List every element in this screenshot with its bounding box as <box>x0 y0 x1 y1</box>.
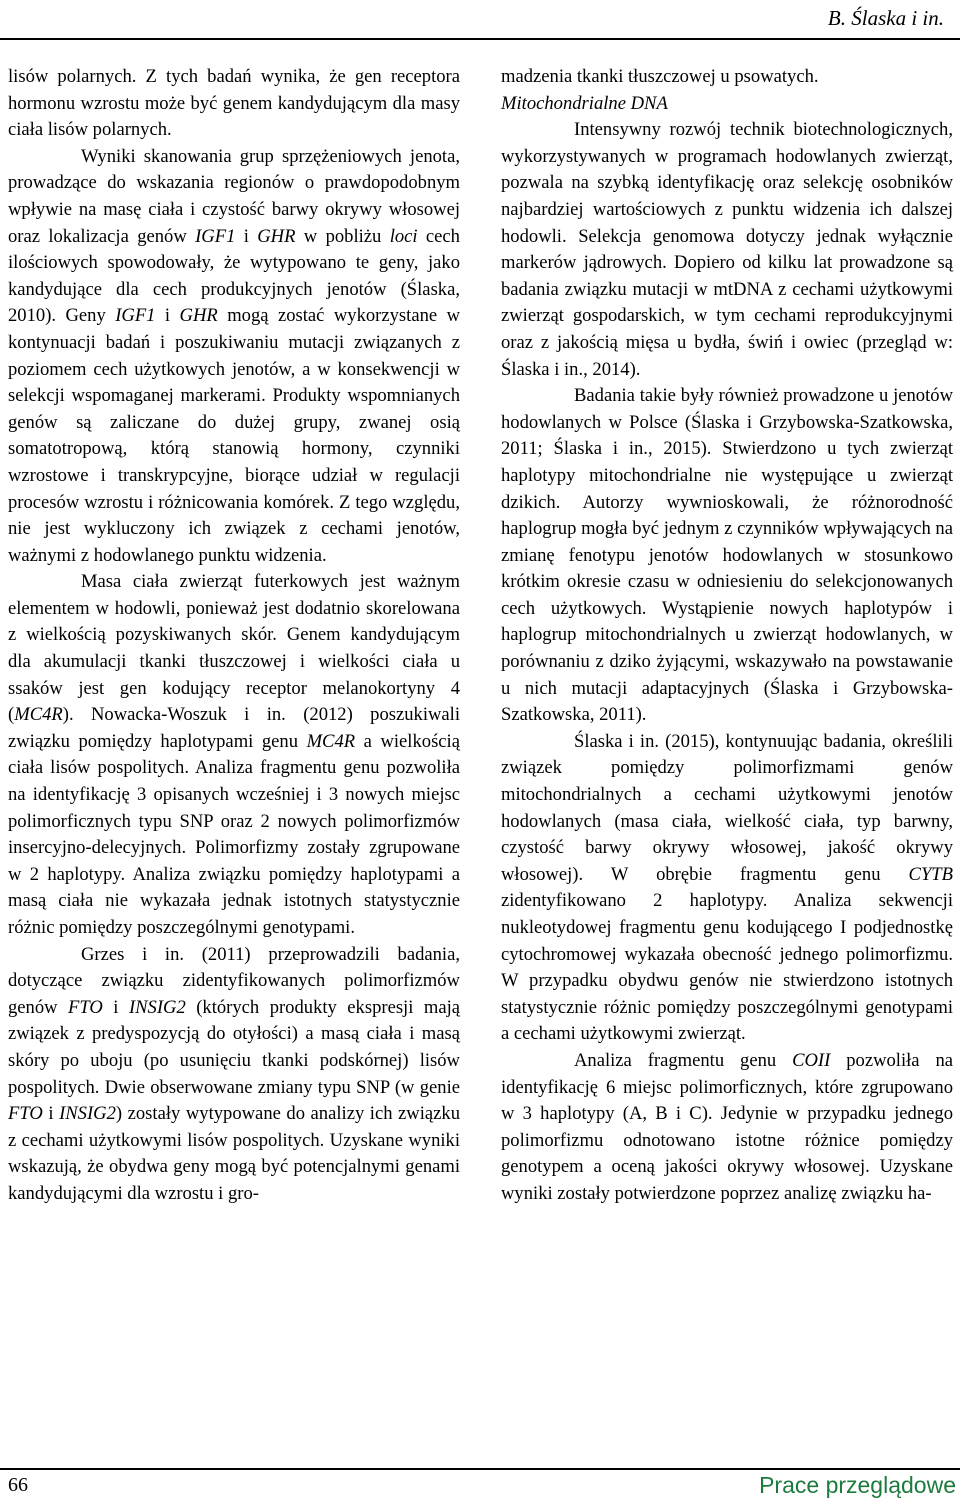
running-header <box>0 0 960 44</box>
footer-rule <box>0 1468 960 1470</box>
running-header-authors: B. Ślaska i in. <box>827 6 944 30</box>
paragraph: Analiza fragmentu genu COII pozwoliła na identyfikację 6 miejsc polimorficznych, które zgrupowano w 3 haplotypy (A, B i C). Jedynie w przypadku jednego polimorfizmu odnotowano istotne różnice pomiędzy genotypem a oceną jakości okrywy włosowej. Uzyskane wyniki zostały potwierdzone poprzez analizę związku ha- <box>501 1049 953 1204</box>
left-column <box>8 64 460 1208</box>
paragraph: Intensywny rozwój technik biotechnologicznych, wykorzystywanych w programach hodowlanych zwierząt, pozwala na szybką identyfikację oraz selekcję osobników najbardziej wartościowych z punktu widzenia ich dalszej hodowli. Selekcja genomowa dotyczy jednak wyłącznie markerów jądrowych. Dopiero od kilku lat prowadzone są badania związku mutacji w mtDNA z cechami użytkowymi zwierząt gospodarskich, w tym cechami reprodukcyjnymi oraz z jakością mięsa u bydła, świń i owiec (przegląd w: Ślaska i in., 2014). <box>501 119 953 380</box>
paragraph: lisów polarnych. Z tych badań wynika, że gen receptora hormonu wzrostu może być genem kandydującym dla masy ciała lisów polarnych. <box>8 66 460 141</box>
page-number: 66 <box>8 1474 28 1496</box>
section-label: Prace przeglądowe <box>759 1472 956 1498</box>
header-rule <box>0 38 960 40</box>
paragraph: Badania takie były również prowadzone u jenotów hodowlanych w Polsce (Ślaska i Grzybowska-Szatkowska, 2011; Ślaska i in., 2015). Stwierdzono u tych zwierząt haplotypy mitochondrialne nie występujące u zwierząt dzikich. Autorzy wywnioskowali, że różnorodność haplogrup mogła być jednym z czynników wpływających na zmianę fenotypu jenotów hodowlanych w stosunkowo krótkim okresie czasu w odniesieniu do selekcjonowanych cech użytkowych. Wystąpienie nowych haplotypów i haplogrup mitochondrialnych u zwierząt hodowlanych, w porównaniu z dziko żyjącymi, wskazywało na powstawanie u nich mutacji adaptacyjnych (Ślaska i Grzybowska-Szatkowska, 2011). <box>501 385 953 726</box>
section-heading: Mitochondrialne DNA <box>501 92 668 114</box>
paragraph: Masa ciała zwierząt futerkowych jest ważnym elementem w hodowli, ponieważ jest dodatnio skorelowana z wielkością pozyskiwanych skór. Genem kandydującym dla akumulacji tkanki tłuszczowej i wielkości ciała u ssaków jest gen kodujący receptor melanokortyny 4 (MC4R). Nowacka-Woszuk i in. (2012) poszukiwali związku pomiędzy haplotypami genu MC4R a wielkością ciała lisów pospolitych. Analiza fragmentu genu pozwoliła na identyfikację 3 opisanych wcześniej i 3 nowych miejsc polimorficznych typu SNP oraz 2 nowych polimorfizmów insercyjno-delecyjnych. Polimorfizmy zostały zgrupowane w 2 haplotypy. Analiza związku pomiędzy haplotypami a masą ciała nie wykazała jednak istotnych statystycznie różnic pomiędzy poszczególnymi genotypami. <box>8 571 460 938</box>
paragraph: Grzes i in. (2011) przeprowadzili badania, dotyczące związku zidentyfikowanych polimorfizmów genów FTO i INSIG2 (których produkty ekspresji mają związek z predyspozycją do otyłości) a masą ciała i masą skóry po uboju (po usunięciu tkanki podskórnej) lisów pospolitych. Dwie obserwowane zmiany typu SNP (w genie FTO i INSIG2) zostały wytypowane do analizy ich związku z cechami użytkowymi lisów pospolitych. Uzyskane wyniki wskazują, że obydwa geny mogą być potencjalnymi genami kandydującymi dla wzrostu i gro- <box>8 943 461 1204</box>
paragraph: madzenia tkanki tłuszczowej u psowatych. <box>501 66 819 87</box>
right-column <box>501 64 953 1208</box>
paragraph: Ślaska i in. (2015), kontynuując badania, określili związek pomiędzy polimorfizmami genów mitochondrialnych a cechami użytkowymi jenotów hodowlanych (masa ciała, wielkość ciała, typ barwny, czystość barwy okrywy włosowej, jakość okrywy włosowej). W obrębie fragmentu genu CYTB zidentyfikowano 2 haplotypy. Analiza sekwencji nukleotydowej fragmentu genu kodującego I podjednostkę cytochromowej wykazała obecność jednego polimorfizmu. W przypadku obydwu genów nie stwierdzono istotnych statystycznie różnic pomiędzy poszczególnymi genotypami a cechami użytkowymi zwierząt. <box>501 730 953 1045</box>
paragraph: Wyniki skanowania grup sprzężeniowych jenota, prowadzące do wskazania regionów o prawdopodobnym wpływie na masę ciała i czystość barwy okrywy włosowej oraz lokalizacja genów IGF1 i GHR w pobliżu loci cech ilościowych spowodowały, że wytypowano te geny, jako kandydujące dla cech produkcyjnych jenotów (Ślaska, 2010). Geny IGF1 i GHR mogą zostać wykorzystane w kontynuacji badań i poszukiwaniu mutacji związanych z poziomem cech użytkowych jenotów, a w konsekwencji w selekcji wspomaganej markerami. Produkty wspomnianych genów są zaliczane do dużej grupy, zwanej osią somatotropową, którą stanowią hormony, czynniki wzrostowe i transkrypcyjne, biorące udział w regulacji procesów wzrostu i różnicowania komórek. Z tego względu, nie jest wykluczony ich związek z cechami jenotów, ważnymi z hodowlanego punktu widzenia. <box>8 145 460 566</box>
